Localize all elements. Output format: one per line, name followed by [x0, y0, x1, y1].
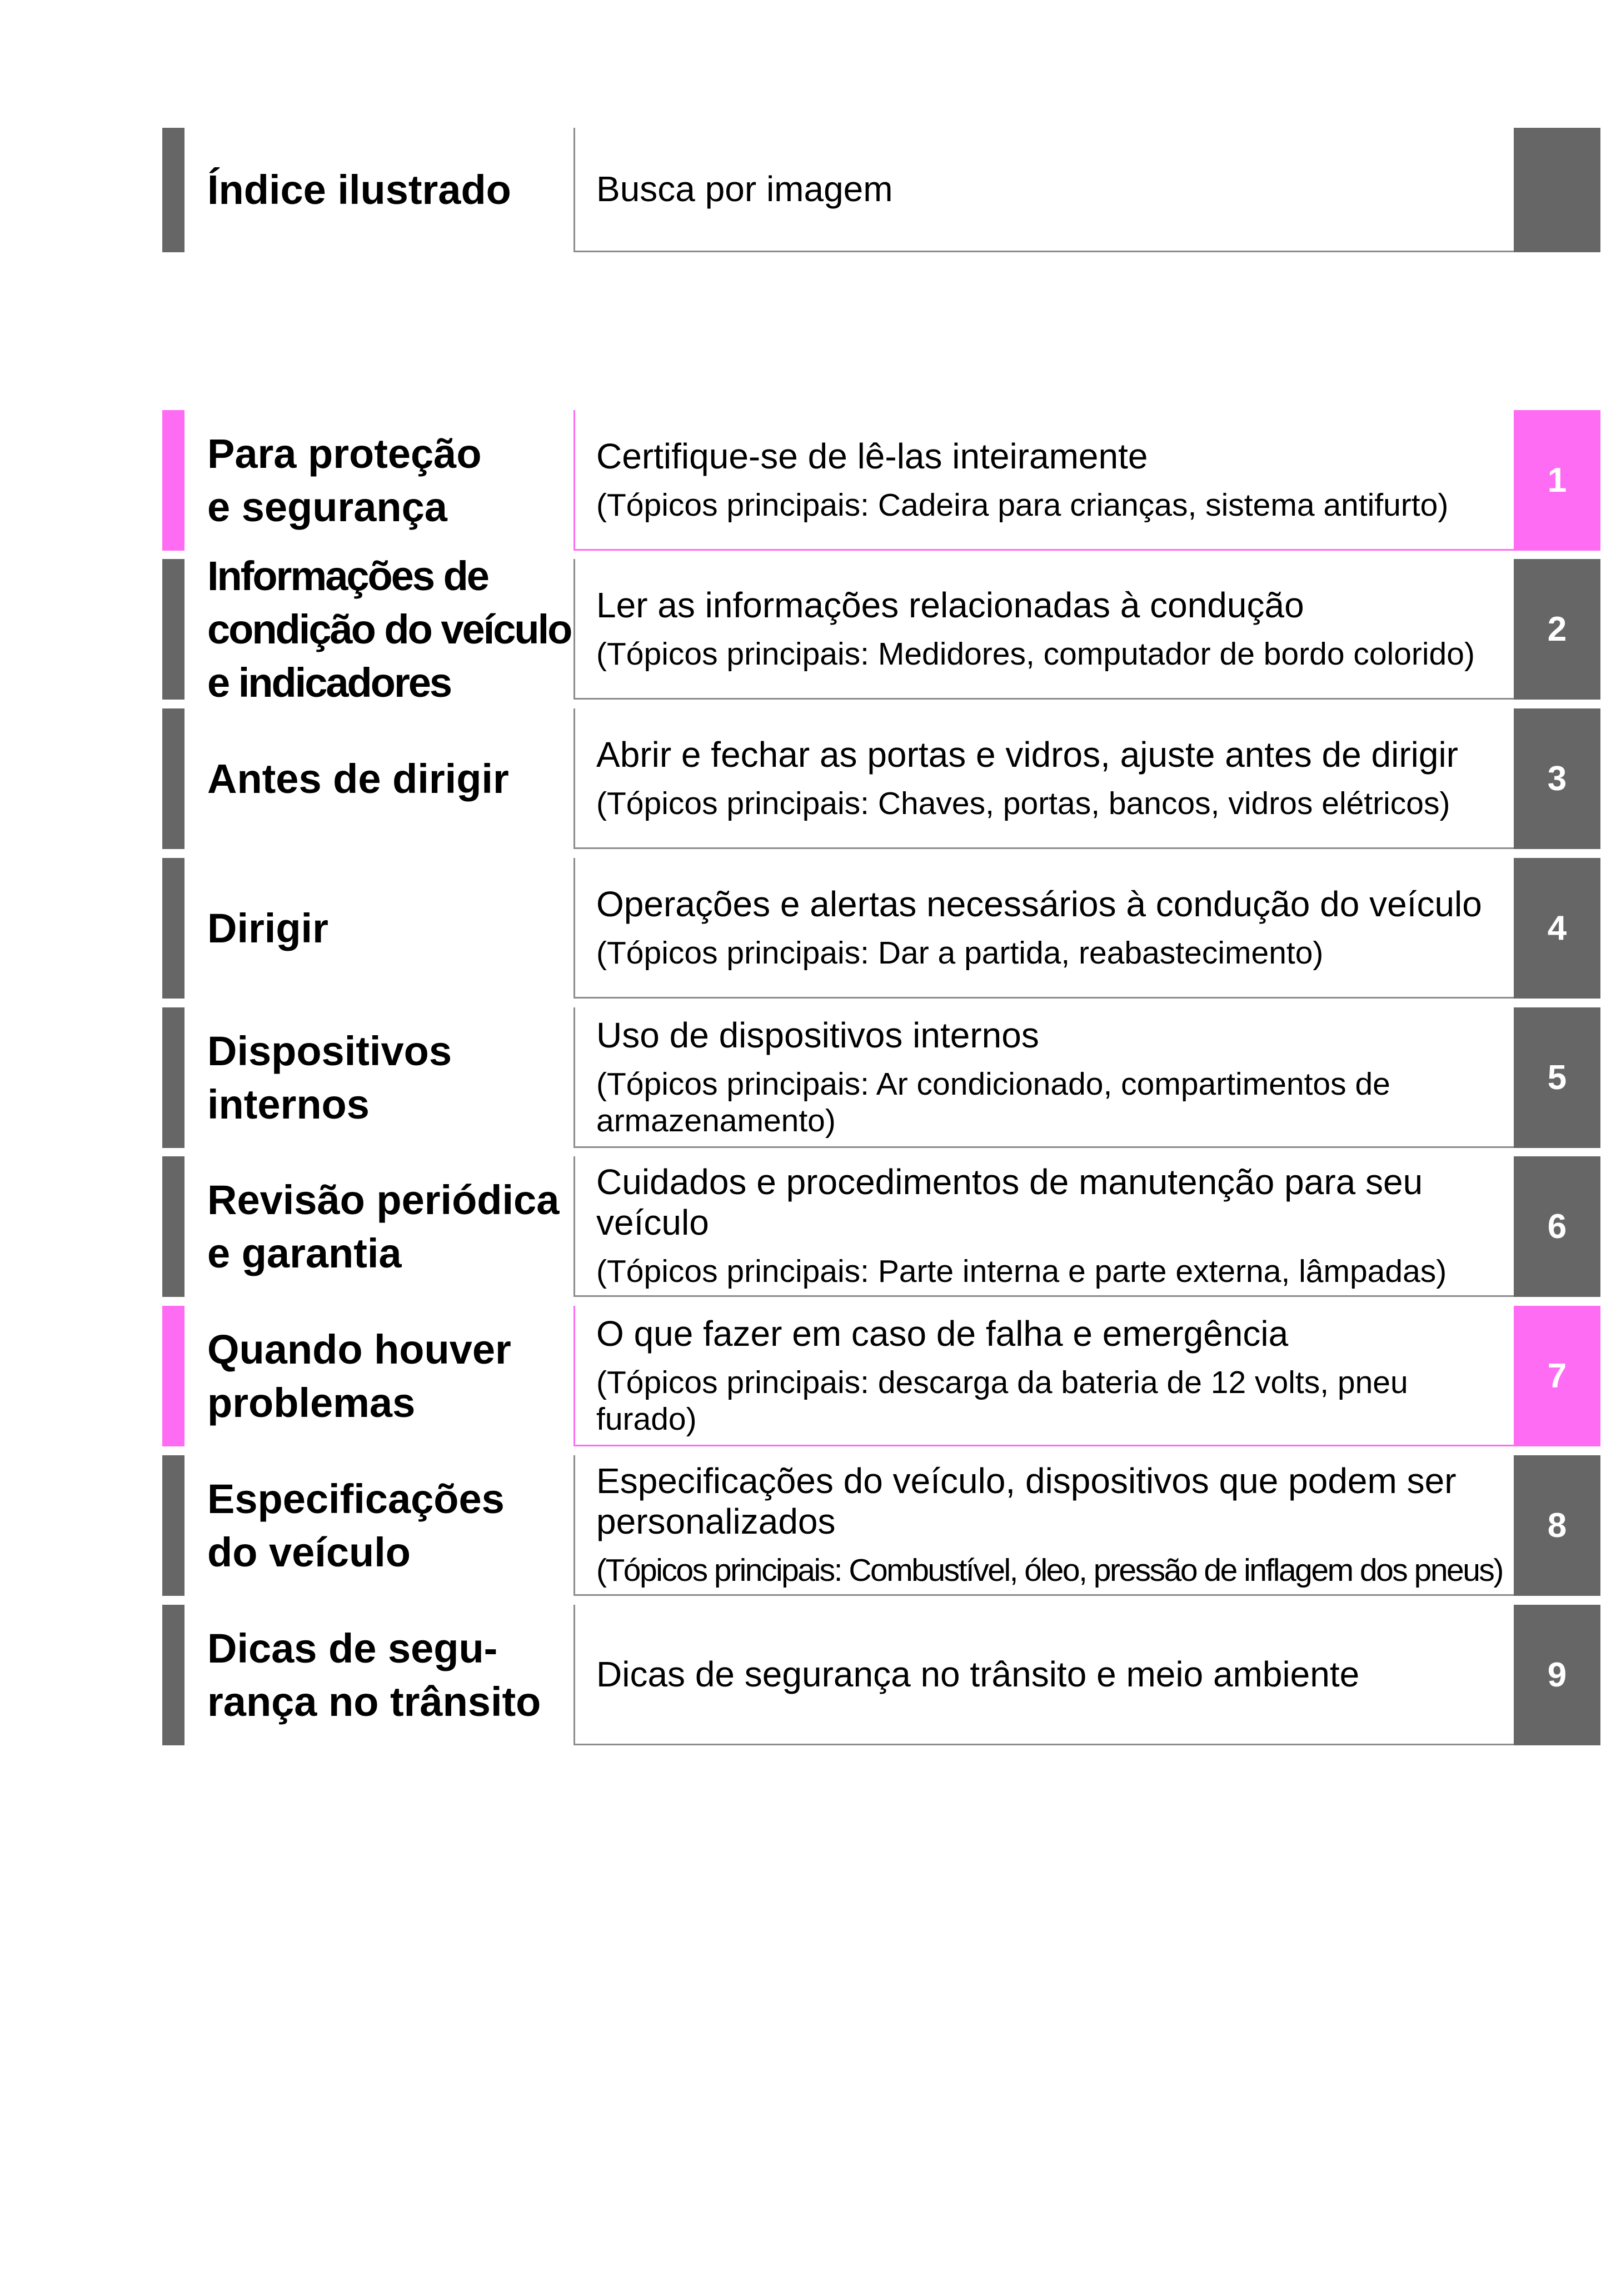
chapter-title: Antes de dirigir — [207, 755, 509, 802]
chapter-description: Abrir e fechar as portas e vidros, ajuste antes de dirigir — [596, 734, 1458, 775]
chapter-topics: (Tópicos principais: Cadeira para crianças, sistema antifurto) — [596, 487, 1449, 523]
chapter-number-tab[interactable]: 2 — [1514, 559, 1600, 700]
chapter-topics: (Tópicos principais: Medidores, computador de bordo colorido) — [596, 636, 1475, 672]
chapter-description-box — [573, 708, 1514, 849]
chapter-row-5[interactable] — [0, 1007, 1621, 1148]
chapter-number-tab[interactable]: 6 — [1514, 1156, 1600, 1297]
chapter-description: Dicas de segurança no trânsito e meio ambiente — [596, 1654, 1360, 1694]
section-marker-bar — [162, 708, 184, 849]
chapter-title: Especificações do veículo — [207, 1475, 505, 1575]
chapter-row-4[interactable] — [0, 858, 1621, 999]
index-title: Índice ilustrado — [207, 167, 511, 213]
chapter-number-tab[interactable]: 7 — [1514, 1306, 1600, 1446]
section-marker-bar — [162, 1156, 184, 1297]
chapter-title: Dirigir — [207, 905, 328, 951]
section-marker-bar — [162, 1007, 184, 1148]
chapter-description-box — [573, 559, 1514, 700]
index-description: Busca por imagem — [596, 169, 893, 209]
index-description-box — [573, 128, 1514, 252]
chapter-topics: (Tópicos principais: Ar condicionado, compartimentos de armazenamento) — [596, 1066, 1390, 1139]
chapter-number-tab[interactable]: 4 — [1514, 858, 1600, 999]
chapter-description-box — [573, 1605, 1514, 1745]
chapter-description: Ler as informações relacionadas à condução — [596, 585, 1304, 625]
index-header-row[interactable] — [0, 128, 1621, 252]
chapter-topics: (Tópicos principais: Combustível, óleo, pressão de inflagem dos pneus) — [596, 1553, 1503, 1588]
section-marker-bar — [162, 1455, 184, 1596]
chapter-number-tab[interactable]: 8 — [1514, 1455, 1600, 1596]
index-tab[interactable] — [1514, 128, 1600, 252]
section-marker-bar — [162, 858, 184, 999]
chapter-topics: (Tópicos principais: Parte interna e parte externa, lâmpadas) — [596, 1254, 1447, 1289]
chapter-description: Uso de dispositivos internos — [596, 1015, 1039, 1055]
chapter-number-tab[interactable]: 1 — [1514, 410, 1600, 551]
chapter-description-box — [573, 1455, 1514, 1596]
section-marker-bar — [162, 128, 184, 252]
chapter-topics: (Tópicos principais: descarga da bateria de 12 volts, pneu furado) — [596, 1364, 1408, 1437]
chapter-topics: (Tópicos principais: Dar a partida, reabastecimento) — [596, 935, 1324, 971]
chapter-row-1[interactable] — [0, 410, 1621, 551]
section-marker-bar — [162, 559, 184, 700]
chapter-description: Operações e alertas necessários à condução do veículo — [596, 884, 1482, 924]
chapter-description: Certifique-se de lê-las inteiramente — [596, 436, 1148, 476]
chapter-number-tab[interactable]: 9 — [1514, 1605, 1600, 1745]
chapter-title: Dispositivos internos — [207, 1027, 452, 1127]
chapter-row-9[interactable] — [0, 1605, 1621, 1745]
chapter-row-3[interactable] — [0, 708, 1621, 849]
chapter-title: Para proteção e segurança — [207, 430, 482, 530]
chapter-description: O que fazer em caso de falha e emergência — [596, 1313, 1289, 1354]
chapter-row-2[interactable] — [0, 552, 1621, 706]
chapter-number-tab[interactable]: 3 — [1514, 708, 1600, 849]
chapter-description: Especificações do veículo, dispositivos que podem ser personalizados — [596, 1461, 1457, 1541]
chapter-description-box — [573, 858, 1514, 999]
chapter-description-box — [573, 1306, 1514, 1446]
section-marker-bar — [162, 1605, 184, 1745]
chapter-row-6[interactable] — [0, 1156, 1621, 1297]
chapter-title: Informações de condição do veículo e indicadores — [207, 552, 571, 706]
section-marker-bar — [162, 410, 184, 551]
chapter-description-box — [573, 1156, 1514, 1297]
chapter-description-box — [573, 410, 1514, 551]
chapter-row-7[interactable] — [0, 1306, 1621, 1446]
section-marker-bar — [162, 1306, 184, 1446]
chapter-topics: (Tópicos principais: Chaves, portas, bancos, vidros elétricos) — [596, 785, 1450, 821]
chapter-row-8[interactable] — [0, 1455, 1621, 1596]
chapter-title: Dicas de segu- rança no trânsito — [207, 1625, 541, 1725]
chapter-description-box — [573, 1007, 1514, 1148]
chapter-description: Cuidados e procedimentos de manutenção para seu veículo — [596, 1162, 1423, 1242]
chapter-title: Revisão periódica e garantia — [207, 1176, 560, 1276]
chapter-title: Quando houver problemas — [207, 1326, 511, 1426]
chapter-number-tab[interactable]: 5 — [1514, 1007, 1600, 1148]
